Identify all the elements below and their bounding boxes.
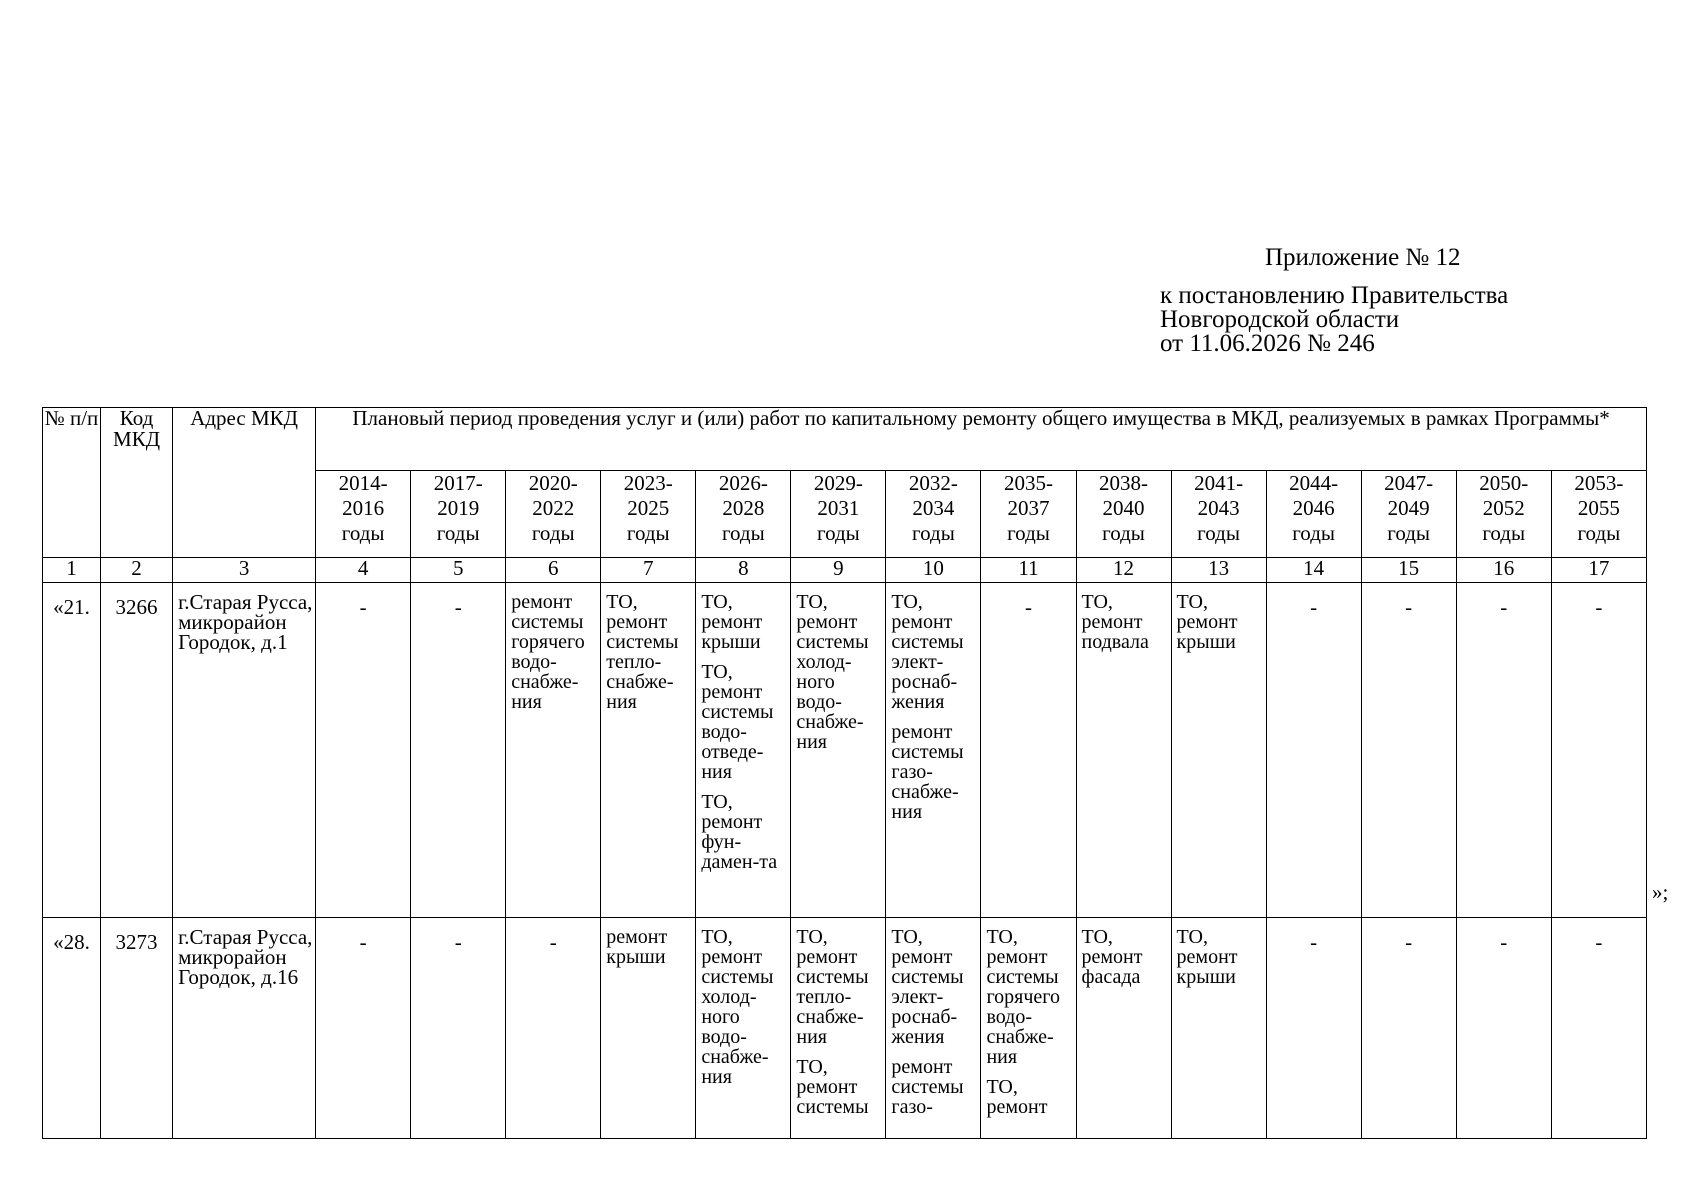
row-closing-quote: »; <box>1652 880 1669 904</box>
cell-works <box>1171 918 1266 1139</box>
column-number-8: 8 <box>696 558 791 583</box>
cell-works <box>886 583 981 918</box>
work-item: ТО, ремонт фун-дамен-та <box>701 791 778 873</box>
header-year-5: 2026- 2028 годы <box>696 471 791 558</box>
cell-works <box>791 918 886 1139</box>
cell-works <box>1076 583 1171 918</box>
work-item: ТО, ремонт крыши <box>1176 926 1238 988</box>
column-number-17: 17 <box>1551 558 1646 583</box>
work-item: ТО, ремонт фасада <box>1081 926 1143 988</box>
work-item: ТО, ремонт системы холод-ного водо-снабже-ния <box>701 926 774 1088</box>
column-number-14: 14 <box>1266 558 1361 583</box>
cell-dash: - <box>1266 583 1361 918</box>
column-number-12: 12 <box>1076 558 1171 583</box>
column-numbers-row <box>43 558 1647 583</box>
work-item: ТО, ремонт системы тепло-снабже-ния <box>796 926 869 1048</box>
column-number-2: 2 <box>101 558 173 583</box>
row-number: «21. <box>43 583 101 918</box>
work-item: ТО, ремонт подвала <box>1081 591 1149 653</box>
table-row <box>43 918 1647 1139</box>
work-item: ТО, ремонт системы <box>796 1056 869 1118</box>
column-number-1: 1 <box>43 558 101 583</box>
column-number-6: 6 <box>506 558 601 583</box>
row-address: г.Старая Русса, микрорайон Городок, д.16 <box>173 918 316 1139</box>
work-item: ТО, ремонт системы элект-роснаб-жения <box>891 926 964 1048</box>
header-year-12: 2047- 2049 годы <box>1361 471 1456 558</box>
column-number-3: 3 <box>173 558 316 583</box>
cell-dash: - <box>1551 918 1646 1139</box>
cell-dash: - <box>411 583 506 918</box>
header-year-3: 2020- 2022 годы <box>506 471 601 558</box>
appendix-line-1: к постановлению Правительства <box>1160 282 1509 309</box>
cell-works <box>506 583 601 918</box>
cell-dash: - <box>1266 918 1361 1139</box>
header-year-1: 2014- 2016 годы <box>316 471 411 558</box>
row-number: «28. <box>43 918 101 1139</box>
work-item: ТО, ремонт системы тепло-снабже-ния <box>606 591 679 713</box>
cell-works <box>981 918 1076 1139</box>
header-year-6: 2029- 2031 годы <box>791 471 886 558</box>
appendix-line-2: Новгородской области <box>1160 306 1400 333</box>
header-no: № п/п <box>43 408 101 558</box>
work-item: ТО, ремонт крыши <box>701 591 763 653</box>
work-item: ремонт системы газо- <box>891 1056 964 1118</box>
header-year-2: 2017- 2019 годы <box>411 471 506 558</box>
column-number-13: 13 <box>1171 558 1266 583</box>
header-code: Код МКД <box>101 408 173 558</box>
header-year-8: 2035- 2037 годы <box>981 471 1076 558</box>
work-item: ТО, ремонт крыши <box>1176 591 1238 653</box>
cell-works <box>601 918 696 1139</box>
cell-dash: - <box>411 918 506 1139</box>
work-item: ремонт крыши <box>606 926 668 968</box>
cell-dash: - <box>981 583 1076 918</box>
cell-works <box>601 583 696 918</box>
cell-works <box>696 918 791 1139</box>
work-item: ТО, ремонт <box>986 1076 1048 1118</box>
cell-works <box>1076 918 1171 1139</box>
header-year-9: 2038- 2040 годы <box>1076 471 1171 558</box>
appendix-line-3: от 11.06.2026 № 246 <box>1160 330 1375 357</box>
cell-dash: - <box>1456 918 1551 1139</box>
column-number-7: 7 <box>601 558 696 583</box>
row-code: 3273 <box>101 918 173 1139</box>
column-number-5: 5 <box>411 558 506 583</box>
header-year-10: 2041- 2043 годы <box>1171 471 1266 558</box>
header-year-7: 2032- 2034 годы <box>886 471 981 558</box>
work-item: ремонт системы газо-снабже-ния <box>891 721 964 823</box>
cell-dash: - <box>316 918 411 1139</box>
cell-works <box>696 583 791 918</box>
work-item: ТО, ремонт системы холод-ного водо-снабже-ния <box>796 591 869 753</box>
cell-dash: - <box>1551 583 1646 918</box>
column-number-11: 11 <box>981 558 1076 583</box>
work-item: ремонт системы горячего водо-снабже-ния <box>511 591 585 713</box>
column-number-4: 4 <box>316 558 411 583</box>
column-number-9: 9 <box>791 558 886 583</box>
work-item: ТО, ремонт системы горячего водо-снабже-ния <box>986 926 1060 1068</box>
cell-works <box>791 583 886 918</box>
row-code: 3266 <box>101 583 173 918</box>
capital-repair-table <box>42 407 1647 1139</box>
row-address: г.Старая Русса, микрорайон Городок, д.1 <box>173 583 316 918</box>
column-number-16: 16 <box>1456 558 1551 583</box>
cell-dash: - <box>1361 583 1456 918</box>
header-year-11: 2044- 2046 годы <box>1266 471 1361 558</box>
cell-dash: - <box>506 918 601 1139</box>
cell-dash: - <box>316 583 411 918</box>
cell-works <box>1171 583 1266 918</box>
column-number-15: 15 <box>1361 558 1456 583</box>
work-item: ТО, ремонт системы элект-роснаб-жения <box>891 591 964 713</box>
column-number-10: 10 <box>886 558 981 583</box>
work-item: ТО, ремонт системы водо-отведе-ния <box>701 661 774 783</box>
header-year-14: 2053- 2055 годы <box>1551 471 1646 558</box>
cell-works <box>886 918 981 1139</box>
header-year-4: 2023- 2025 годы <box>601 471 696 558</box>
table-row <box>43 583 1647 918</box>
header-period: Плановый период проведения услуг и (или) работ по капитальному ремонту общего имущества в МКД, реализуемых в рамках Программы* <box>316 408 1647 471</box>
cell-dash: - <box>1361 918 1456 1139</box>
header-year-13: 2050- 2052 годы <box>1456 471 1551 558</box>
appendix-title: Приложение № 12 <box>1265 244 1461 271</box>
header-row <box>43 408 1647 471</box>
header-address: Адрес МКД <box>173 408 316 558</box>
cell-dash: - <box>1456 583 1551 918</box>
